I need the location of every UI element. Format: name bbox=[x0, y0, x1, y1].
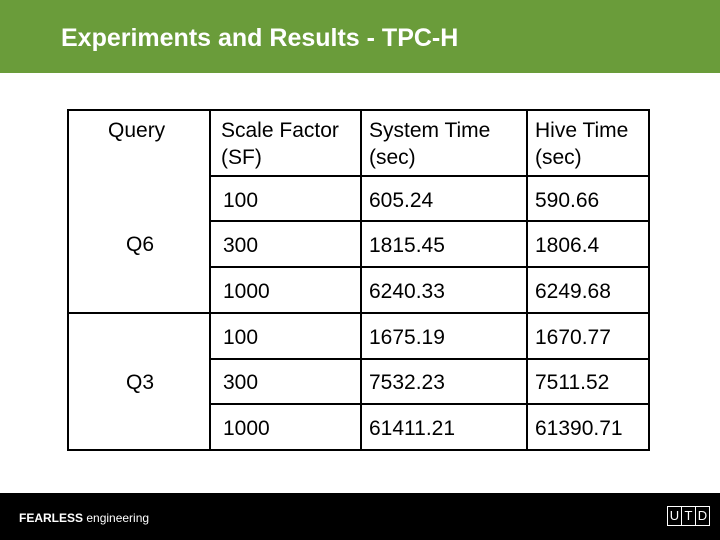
column-divider bbox=[360, 111, 362, 449]
utd-logo bbox=[667, 506, 710, 526]
header-hive-time bbox=[535, 117, 628, 171]
footer-brand bbox=[19, 511, 149, 525]
group-divider bbox=[69, 312, 648, 314]
header-scale-factor bbox=[221, 117, 339, 171]
footer-bar bbox=[0, 493, 720, 540]
table-cell-hive-time: 6249.68 bbox=[535, 280, 611, 303]
query-label-q6: Q6 bbox=[126, 233, 155, 256]
row-divider bbox=[209, 220, 648, 222]
column-divider bbox=[209, 111, 211, 449]
table-cell-hive-time: 7511.52 bbox=[535, 371, 610, 394]
table-cell-system-time: 7532.23 bbox=[369, 371, 445, 394]
column-divider bbox=[526, 111, 528, 449]
table-cell-system-time: 1675.19 bbox=[369, 326, 445, 349]
table-cell-sf: 100 bbox=[223, 189, 259, 212]
table-cell-sf: 1000 bbox=[223, 280, 270, 303]
logo-letter-u: U bbox=[668, 507, 682, 525]
table-cell-system-time: 605.24 bbox=[369, 189, 434, 212]
results-table bbox=[67, 109, 650, 451]
header-scale-factor-line1: Scale Factor bbox=[221, 119, 339, 142]
header-system-time-line2: (sec) bbox=[369, 146, 416, 169]
header-query: Query bbox=[108, 119, 166, 142]
logo-letter-d: D bbox=[697, 508, 708, 523]
row-divider bbox=[209, 266, 648, 268]
row-divider bbox=[209, 175, 648, 177]
query-label-q3: Q3 bbox=[126, 371, 155, 394]
table-cell-sf: 300 bbox=[223, 371, 259, 394]
table-cell-sf: 300 bbox=[223, 234, 259, 257]
footer-brand-bold: FEARLESS bbox=[19, 511, 84, 525]
header-scale-factor-line2: (SF) bbox=[221, 146, 262, 169]
table-cell-system-time: 61411.21 bbox=[369, 417, 456, 440]
header-system-time-line1: System Time bbox=[369, 119, 491, 142]
footer-brand-rest: engineering bbox=[83, 511, 150, 525]
table-cell-system-time: 6240.33 bbox=[369, 280, 445, 303]
title-bar bbox=[0, 0, 720, 73]
table-cell-sf: 100 bbox=[223, 326, 259, 349]
header-hive-time-line1: Hive Time bbox=[535, 119, 629, 142]
logo-letter-t: T bbox=[682, 507, 696, 525]
slide-title: Experiments and Results - TPC-H bbox=[61, 24, 459, 52]
table-cell-hive-time: 1670.77 bbox=[535, 326, 611, 349]
header-hive-time-line2: (sec) bbox=[535, 146, 582, 169]
row-divider bbox=[209, 403, 648, 405]
table-cell-hive-time: 1806.4 bbox=[535, 234, 600, 257]
table-cell-hive-time: 590.66 bbox=[535, 189, 600, 212]
header-system-time bbox=[369, 117, 490, 171]
table-cell-sf: 1000 bbox=[223, 417, 270, 440]
table-cell-system-time: 1815.45 bbox=[369, 234, 445, 257]
table-cell-hive-time: 61390.71 bbox=[535, 417, 623, 440]
row-divider bbox=[209, 358, 648, 360]
